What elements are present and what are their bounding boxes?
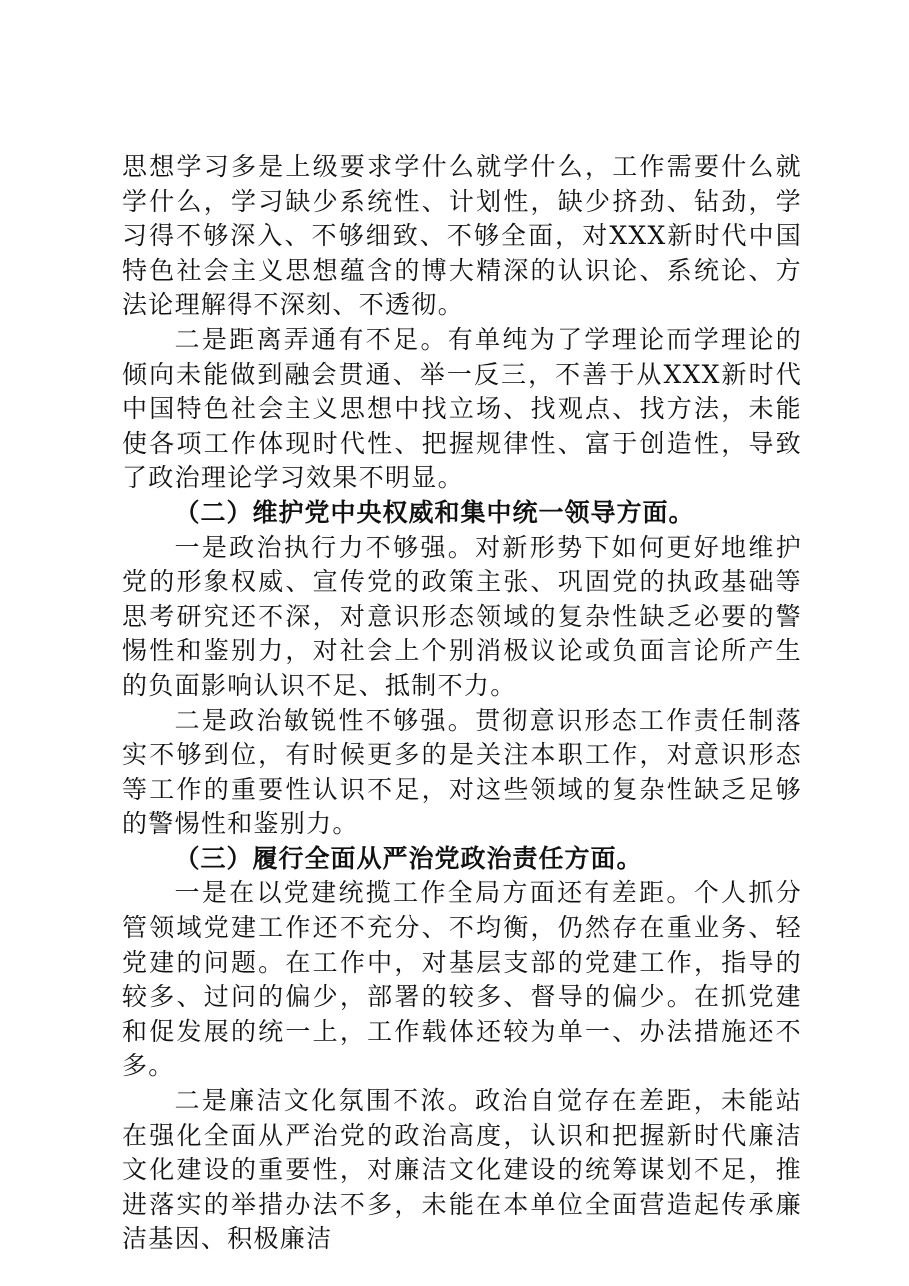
document-body bbox=[122, 150, 802, 1257]
paragraph-understanding-gap: 二是距离弄通有不足。有单纯为了学理论而学理论的倾向未能做到融会贯通、举一反三，不善于从XXX新时代中国特色社会主义思想中找立场、找观点、找方法，未能使各项工作体现时代性、把握规律性、富于创造性，导致了政治理论学习效果不明显。 bbox=[122, 324, 802, 493]
paragraph-integrity-culture: 二是廉洁文化氛围不浓。政治自觉存在差距，未能站在强化全面从严治党的政治高度，认识和把握新时代廉洁文化建设的重要性，对廉洁文化建设的统筹谋划不足，推进落实的举措办法不多，未能在本单位全面营造起传承廉洁基因、积极廉洁 bbox=[122, 1086, 802, 1254]
paragraph-political-sensitivity: 二是政治敏锐性不够强。贯彻意识形态工作责任制落实不够到位，有时候更多的是关注本职工作，对意识形态等工作的重要性认识不足，对这些领域的复杂性缺乏足够的警惕性和鉴别力。 bbox=[122, 705, 802, 839]
paragraph-party-building: 一是在以党建统揽工作全局方面还有差距。个人抓分管领域党建工作还不充分、不均衡，仍然存在重业务、轻党建的问题。在工作中，对基层支部的党建工作，指导的较多、过问的偏少，部署的较多、督导的偏少。在抓党建和促发展的统一上，工作载体还较为单一、办法措施还不多。 bbox=[122, 878, 802, 1081]
section-heading-authority: （二）维护党中央权威和集中统一领导方面。 bbox=[174, 497, 695, 527]
paragraph-political-execution: 一是政治执行力不够强。对新形势下如何更好地维护党的形象权威、宣传党的政策主张、巩固党的执政基础等思考研究还不深，对意识形态领域的复杂性缺乏必要的警惕性和鉴别力，对社会上个别消极议论或负面言论所产生的负面影响认识不足、抵制不力。 bbox=[122, 532, 802, 700]
paragraph-study-continuation: 思想学习多是上级要求学什么就学什么，工作需要什么就学什么，学习缺少系统性、计划性，缺少挤劲、钻劲，学习得不够深入、不够细致、不够全面，对XXX新时代中国特色社会主义思想蕴含的博大精深的认识论、系统论、方法论理解得不深刻、不透彻。 bbox=[122, 152, 802, 320]
section-heading-party-governance: （三）履行全面从严治党政治责任方面。 bbox=[174, 843, 643, 873]
